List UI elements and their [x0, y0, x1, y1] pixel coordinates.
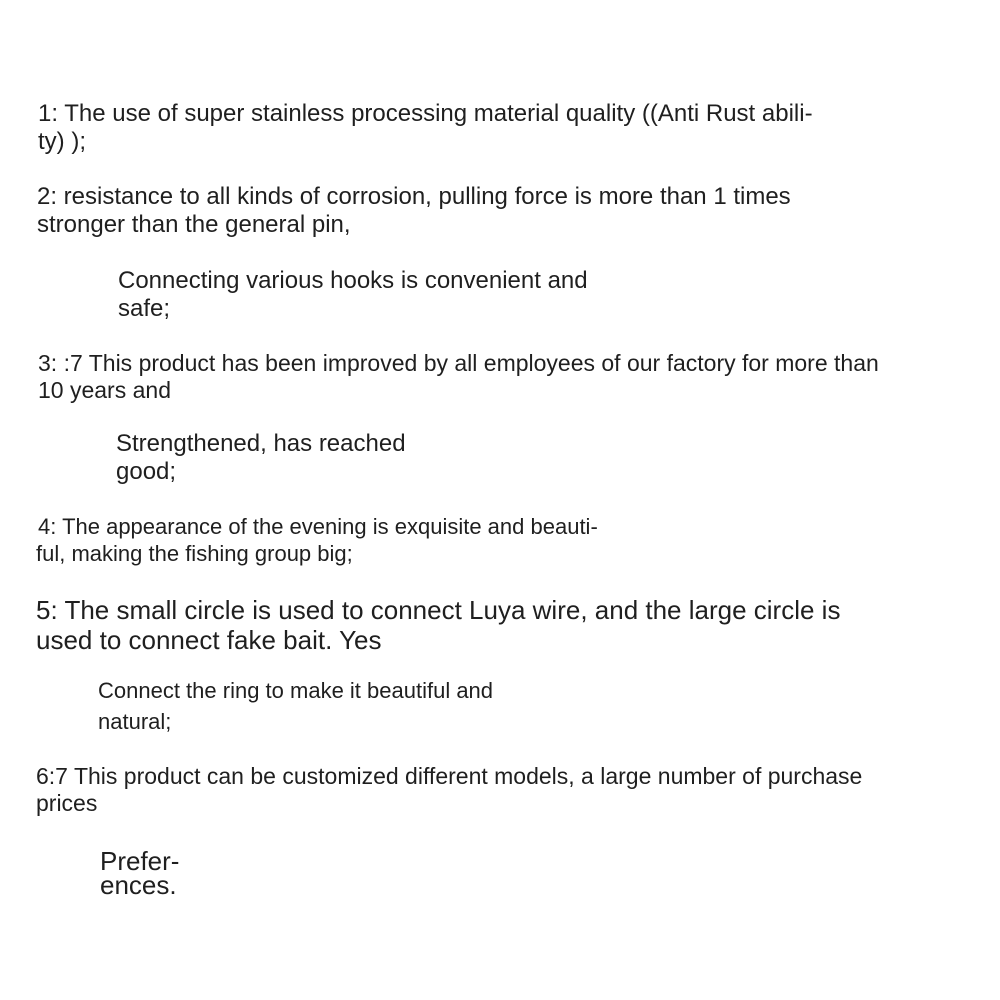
item-1-line-1: 1: The use of super stainless processing material quality ((Anti Rust abili- — [38, 100, 813, 127]
item-2-line-1: 2: resistance to all kinds of corrosion, pulling force is more than 1 times — [37, 183, 791, 210]
item-4-line-2: ful, making the fishing group big; — [36, 541, 353, 566]
item-3-line-1: 3: :7 This product has been improved by all employees of our factory for more than — [38, 350, 879, 376]
item-3-continuation-1: Strengthened, has reached — [116, 430, 406, 457]
item-5-line-1: 5: The small circle is used to connect Luya wire, and the large circle is — [36, 595, 841, 625]
item-3-line-2: 10 years and — [38, 377, 171, 403]
item-6-continuation-2: ences. — [100, 870, 177, 900]
item-2-line-2: stronger than the general pin, — [37, 211, 351, 238]
item-6-line-1: 6:7 This product can be customized different models, a large number of purchase — [36, 763, 863, 789]
item-6-line-2: prices — [36, 790, 98, 816]
item-2-continuation-1: Connecting various hooks is convenient and — [118, 267, 588, 294]
item-5-continuation-2: natural; — [98, 709, 172, 734]
item-2-continuation-2: safe; — [118, 295, 171, 322]
item-5-continuation-1: Connect the ring to make it beautiful and — [98, 678, 494, 703]
item-3-continuation-2: good; — [116, 458, 177, 485]
item-5-line-2: used to connect fake bait. Yes — [36, 625, 382, 655]
item-6-continuation-1: Prefer- — [100, 846, 180, 876]
item-1-line-2: ty) ); — [38, 128, 86, 155]
item-4-line-1: 4: The appearance of the evening is exquisite and beauti- — [38, 514, 598, 539]
